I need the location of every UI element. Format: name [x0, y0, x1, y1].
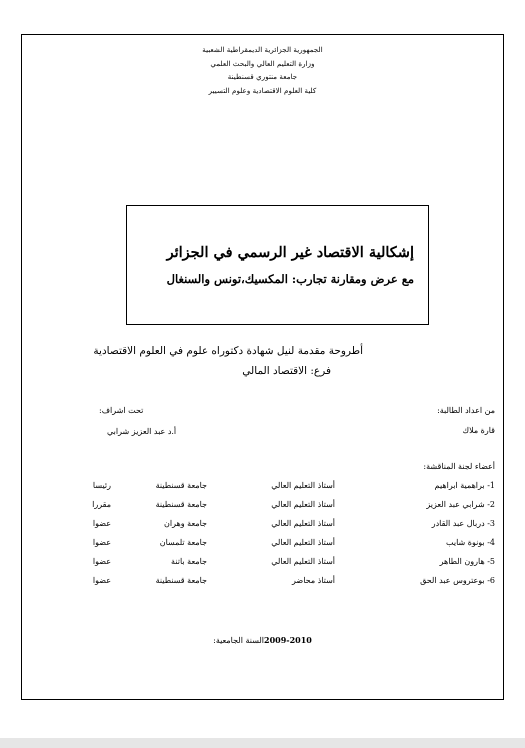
member-rank: أستاذ التعليم العالي — [271, 557, 335, 566]
member-name: 2- شرابي عبد العزيز — [426, 500, 495, 509]
academic-year-label: السنة الجامعية: — [213, 636, 264, 645]
viewer-bottom-strip — [0, 738, 525, 748]
institution-header — [22, 43, 503, 97]
title-box — [126, 205, 429, 325]
member-rank: أستاذ التعليم العالي — [271, 500, 335, 509]
header-faculty: كلية العلوم الاقتصادية وعلوم التسيير — [208, 85, 317, 95]
thesis-subtitle: مع عرض ومقارنة تجارب: المكسيك،تونس والسنغال — [166, 272, 414, 286]
member-role: عضوا — [92, 576, 111, 585]
member-university: جامعة باتنة — [171, 557, 207, 566]
member-rank: أستاذ التعليم العالي — [271, 538, 335, 547]
student-label: من اعداد الطالبة: — [437, 406, 495, 415]
student-name: قارة ملاك — [462, 426, 495, 435]
member-university: جامعة تلمسان — [159, 538, 207, 547]
header-ministry: وزارة التعليم العالي والبحث العلمي — [210, 58, 315, 68]
supervisor-name: أ.د عبد العزيز شرابي — [107, 427, 177, 436]
member-university: جامعة قسنطينة — [155, 576, 207, 585]
committee-row — [22, 557, 503, 571]
member-name: 1- براهمية ابراهيم — [434, 481, 495, 490]
member-name: 3- دربال عبد القادر — [431, 519, 495, 528]
member-university: جامعة وهران — [164, 519, 207, 528]
committee-row — [22, 500, 503, 514]
member-name: 5- هارون الطاهر — [439, 557, 495, 566]
thesis-degree-line: أطروحة مقدمة لنيل شهادة دكتوراه علوم في العلوم الاقتصادية — [93, 345, 363, 357]
academic-year-value: 2009-2010 — [264, 635, 312, 645]
committee-label: أعضاء لجنة المناقشة: — [423, 462, 495, 471]
thesis-title: إشكالية الاقتصاد غير الرسمي في الجزائر — [166, 244, 414, 261]
supervisor-label: تحت اشراف: — [99, 406, 144, 415]
member-rank: أستاذ التعليم العالي — [271, 481, 335, 490]
member-role: عضوا — [92, 538, 111, 547]
member-name: 4- بونوة شايب — [445, 538, 495, 547]
member-rank: أستاذ محاضر — [292, 576, 335, 585]
member-rank: أستاذ التعليم العالي — [271, 519, 335, 528]
member-role: مقررا — [92, 500, 111, 509]
header-country: الجمهورية الجزائرية الديمقراطية الشعبية — [202, 45, 323, 54]
committee-row — [22, 538, 503, 552]
thesis-branch-line: فرع: الاقتصاد المالي — [242, 365, 331, 377]
header-university: جامعة منتوري قسنطينة — [227, 72, 298, 81]
committee-row — [22, 519, 503, 533]
member-role: رئيسا — [92, 481, 111, 490]
academic-year — [22, 635, 503, 645]
document-page — [21, 34, 504, 700]
member-role: عضوا — [92, 557, 111, 566]
member-name: 6- بوعتروس عبد الحق — [420, 576, 495, 585]
member-university: جامعة قسنطينة — [155, 481, 207, 490]
member-role: عضوا — [92, 519, 111, 528]
committee-row — [22, 576, 503, 590]
committee-row — [22, 481, 503, 495]
member-university: جامعة قسنطينة — [155, 500, 207, 509]
